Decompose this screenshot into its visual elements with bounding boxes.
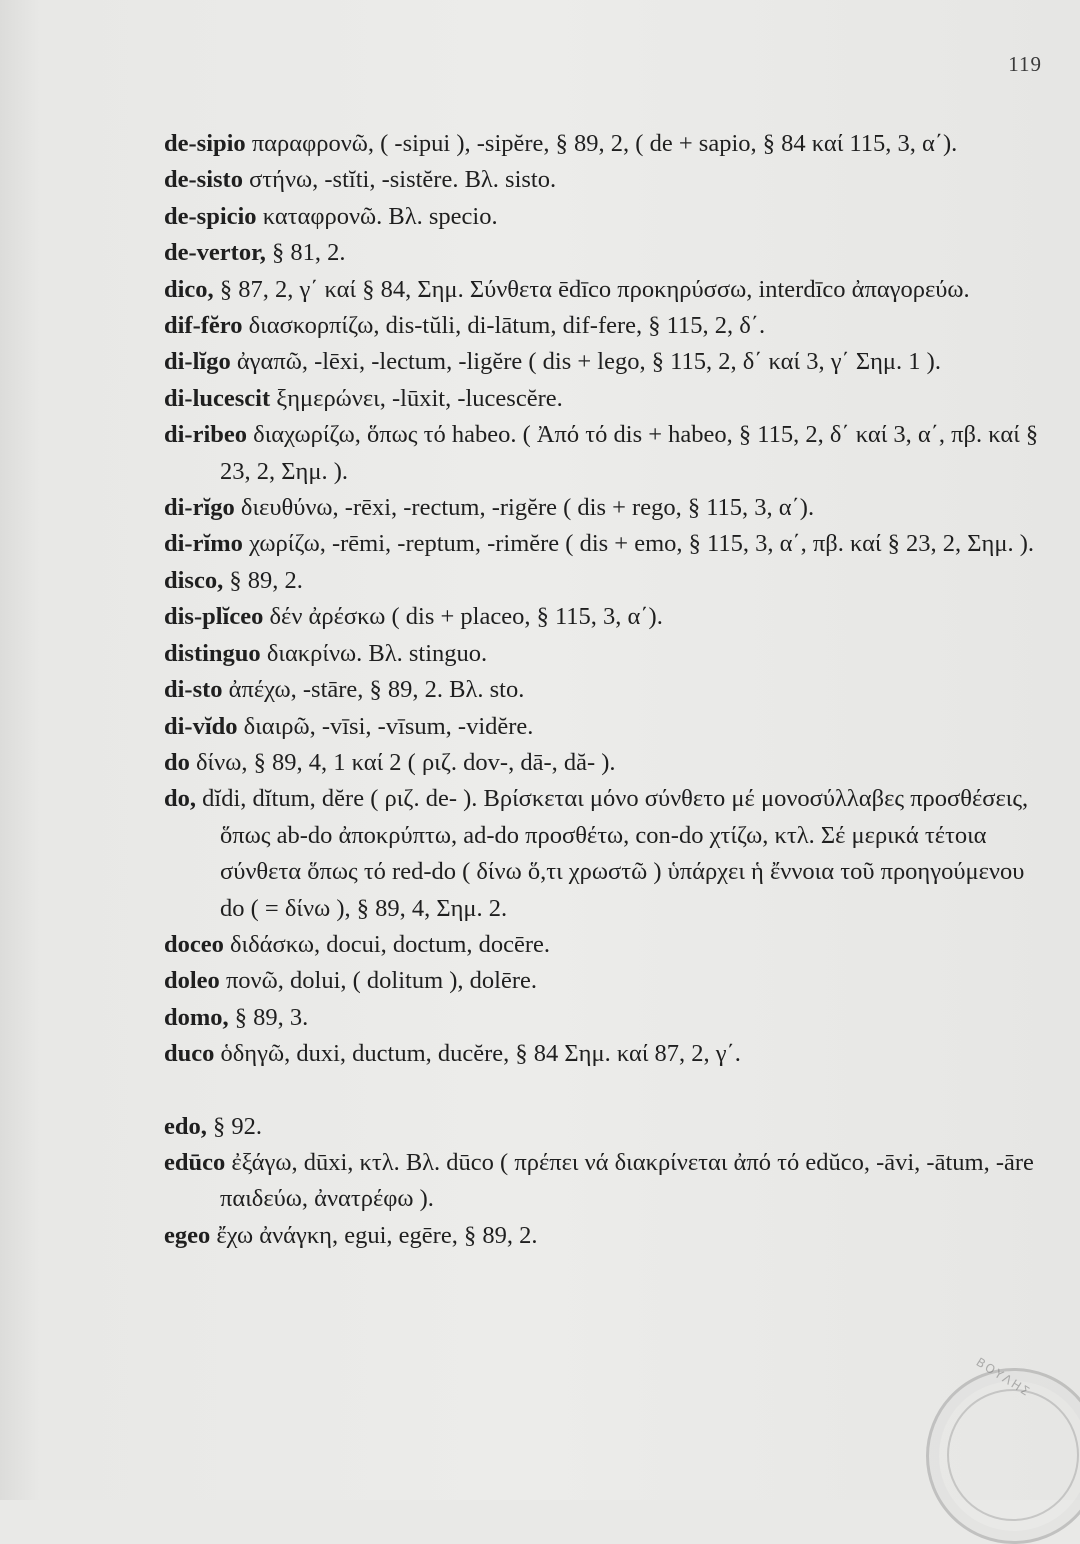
entry-definition: διακρίνω. Βλ. stinguo. <box>260 639 488 667</box>
stamp-lettering: ΒΟΥΛΗΣ <box>973 1354 1034 1400</box>
page-number: 119 <box>1008 52 1042 76</box>
entry-definition: διασκορπίζω, dis-tŭli, di-lātum, dif-fere, § 115, 2, δ΄. <box>242 312 766 340</box>
dictionary-entry <box>164 927 1054 963</box>
entry-definition: δέν ἀρέσκω ( dis + placeo, § 115, 3, α΄). <box>263 603 663 631</box>
entry-headword: edo, <box>164 1112 207 1140</box>
entry-headword: de-sipio <box>164 130 246 157</box>
dictionary-entry <box>164 526 1054 562</box>
entry-headword: de-sisto <box>164 166 243 194</box>
dictionary-entry <box>164 417 1054 490</box>
dictionary-entry <box>164 745 1054 781</box>
dictionary-entry <box>164 308 1054 344</box>
dictionary-entry <box>164 162 1054 198</box>
dictionary-entry <box>164 381 1054 417</box>
entry-definition: διδάσκω, docui, doctum, docēre. <box>223 930 551 958</box>
entry-headword: duco <box>164 1040 215 1068</box>
dictionary-entry <box>164 636 1054 672</box>
entry-headword: edūco <box>164 1148 226 1176</box>
entry-headword: de-vertor, <box>164 239 266 267</box>
entry-definition: dĭdi, dĭtum, dĕre ( ριζ. de- ). Βρίσκεται μόνο σύνθετο μέ μονοσύλλαβες προσθέσεις, ὅπως ab-do ἀποκρύπτω, ad-do προσθέτω, con-do χτίζω, κτλ. Σέ μερικά τέτοια σύνθετα ὅπως τό red-do ( δίνω ὅ,τι χρωστῶ ) ὑπάρχει ἡ ἔννοια τοῦ προηγούμενου do ( = δίνω ), § 89, 4, Σημ. 2. <box>196 785 1029 922</box>
dictionary-entry <box>164 599 1054 635</box>
dictionary-entry <box>164 344 1054 380</box>
entry-headword: doleo <box>164 967 220 995</box>
dictionary-entry <box>164 490 1054 526</box>
entry-headword: domo, <box>164 1003 229 1031</box>
dictionary-entry <box>164 126 1054 162</box>
entry-definition: πονῶ, dolui, ( dolitum ), dolēre. <box>219 967 538 995</box>
entry-definition: διαιρῶ, -vīsi, -vīsum, -vidĕre. <box>237 712 534 740</box>
dictionary-entry <box>164 1036 1054 1072</box>
entry-headword: distinguo <box>164 639 261 667</box>
dictionary-entry <box>164 963 1054 999</box>
entry-headword: dico, <box>164 275 214 303</box>
entry-definition: § 89, 3. <box>228 1003 309 1031</box>
entry-definition: καταφρονῶ. Βλ. specio. <box>256 202 498 230</box>
dictionary-entry <box>164 672 1054 708</box>
entry-headword: de-spicio <box>164 202 257 230</box>
library-stamp <box>926 1354 1080 1544</box>
entry-group-e <box>164 1109 1054 1255</box>
entry-definition: ἐξάγω, dūxi, κτλ. Βλ. dūco ( πρέπει νά διακρίνεται ἀπό τό edŭco, -āvi, -ātum, -āre παιδεύω, ἀνατρέφω ). <box>220 1148 1034 1213</box>
entry-definition: ἀπέχω, -stāre, § 89, 2. Βλ. sto. <box>222 676 525 704</box>
entry-definition: § 92. <box>206 1112 262 1140</box>
entry-headword: egeo <box>164 1221 211 1249</box>
entry-headword: dis-plĭceo <box>164 603 264 631</box>
entry-headword: do <box>164 748 190 776</box>
dictionary-entry <box>164 1109 1054 1145</box>
entry-definition: ξημερώνει, -lūxit, -lucescĕre. <box>270 384 563 412</box>
section-gap <box>164 1073 1054 1109</box>
dictionary-entry <box>164 1145 1054 1218</box>
entry-definition: § 89, 2. <box>223 566 303 594</box>
entry-headword: do, <box>164 785 197 813</box>
dictionary-entry <box>164 709 1054 745</box>
entry-definition: § 87, 2, γ΄ καί § 84, Σημ. Σύνθετα ēdīco προκηρύσσω, interdīco ἀπαγορεύω. <box>213 275 970 303</box>
entry-headword: di-lucescit <box>164 384 271 412</box>
entry-definition: διαχωρίζω, ὅπως τό habeo. ( Ἀπό τό dis + habeo, § 115, 2, δ΄ καί 3, α΄, πβ. καί § 23, 2, Σημ. ). <box>220 421 1039 485</box>
entry-definition: ἀγαπῶ, -lēxi, -lectum, -ligĕre ( dis + lego, § 115, 2, δ΄ καί 3, γ΄ Σημ. 1 ). <box>230 348 941 376</box>
entry-group-d <box>164 126 1054 1073</box>
entry-definition: διευθύνω, -rēxi, -rectum, -rigĕre ( dis + rego, § 115, 3, α΄). <box>234 494 815 522</box>
dictionary-entry <box>164 272 1054 308</box>
entry-headword: di-rĭmo <box>164 530 243 558</box>
dictionary-entry <box>164 235 1054 271</box>
entry-headword: disco, <box>164 566 224 594</box>
entry-definition: δίνω, § 89, 4, 1 καί 2 ( ριζ. dov-, dā-, dă- ). <box>189 748 616 776</box>
entry-definition: παραφρονῶ, ( -sipui ), -sipĕre, § 89, 2, ( de + sapio, § 84 καί 115, 3, α΄). <box>245 130 958 157</box>
entry-headword: di-rĭgo <box>164 494 235 522</box>
dictionary-entry <box>164 781 1054 927</box>
entry-definition: ὁδηγῶ, duxi, ductum, ducĕre, § 84 Σημ. καί 87, 2, γ΄. <box>214 1040 741 1068</box>
entry-headword: di-ribeo <box>164 421 248 449</box>
entry-headword: dif-fĕro <box>164 312 243 340</box>
dictionary-entry <box>164 563 1054 599</box>
entry-definition: ἔχω ἀνάγκη, egui, egēre, § 89, 2. <box>210 1221 538 1249</box>
entry-definition: στήνω, -stĭti, -sistĕre. Βλ. sisto. <box>242 166 557 194</box>
entry-definition: § 81, 2. <box>265 239 346 267</box>
entry-headword: di-vĭdo <box>164 712 238 740</box>
dictionary-entries <box>164 126 1054 1254</box>
entry-headword: doceo <box>164 930 224 958</box>
entry-definition: χωρίζω, -rēmi, -reptum, -rimĕre ( dis + emo, § 115, 3, α΄, πβ. καί § 23, 2, Σημ. ). <box>242 530 1035 558</box>
entry-headword: di-sto <box>164 676 223 704</box>
dictionary-entry <box>164 1218 1054 1254</box>
entry-headword: di-lĭgo <box>164 348 231 376</box>
dictionary-entry <box>164 1000 1054 1036</box>
dictionary-entry <box>164 199 1054 235</box>
